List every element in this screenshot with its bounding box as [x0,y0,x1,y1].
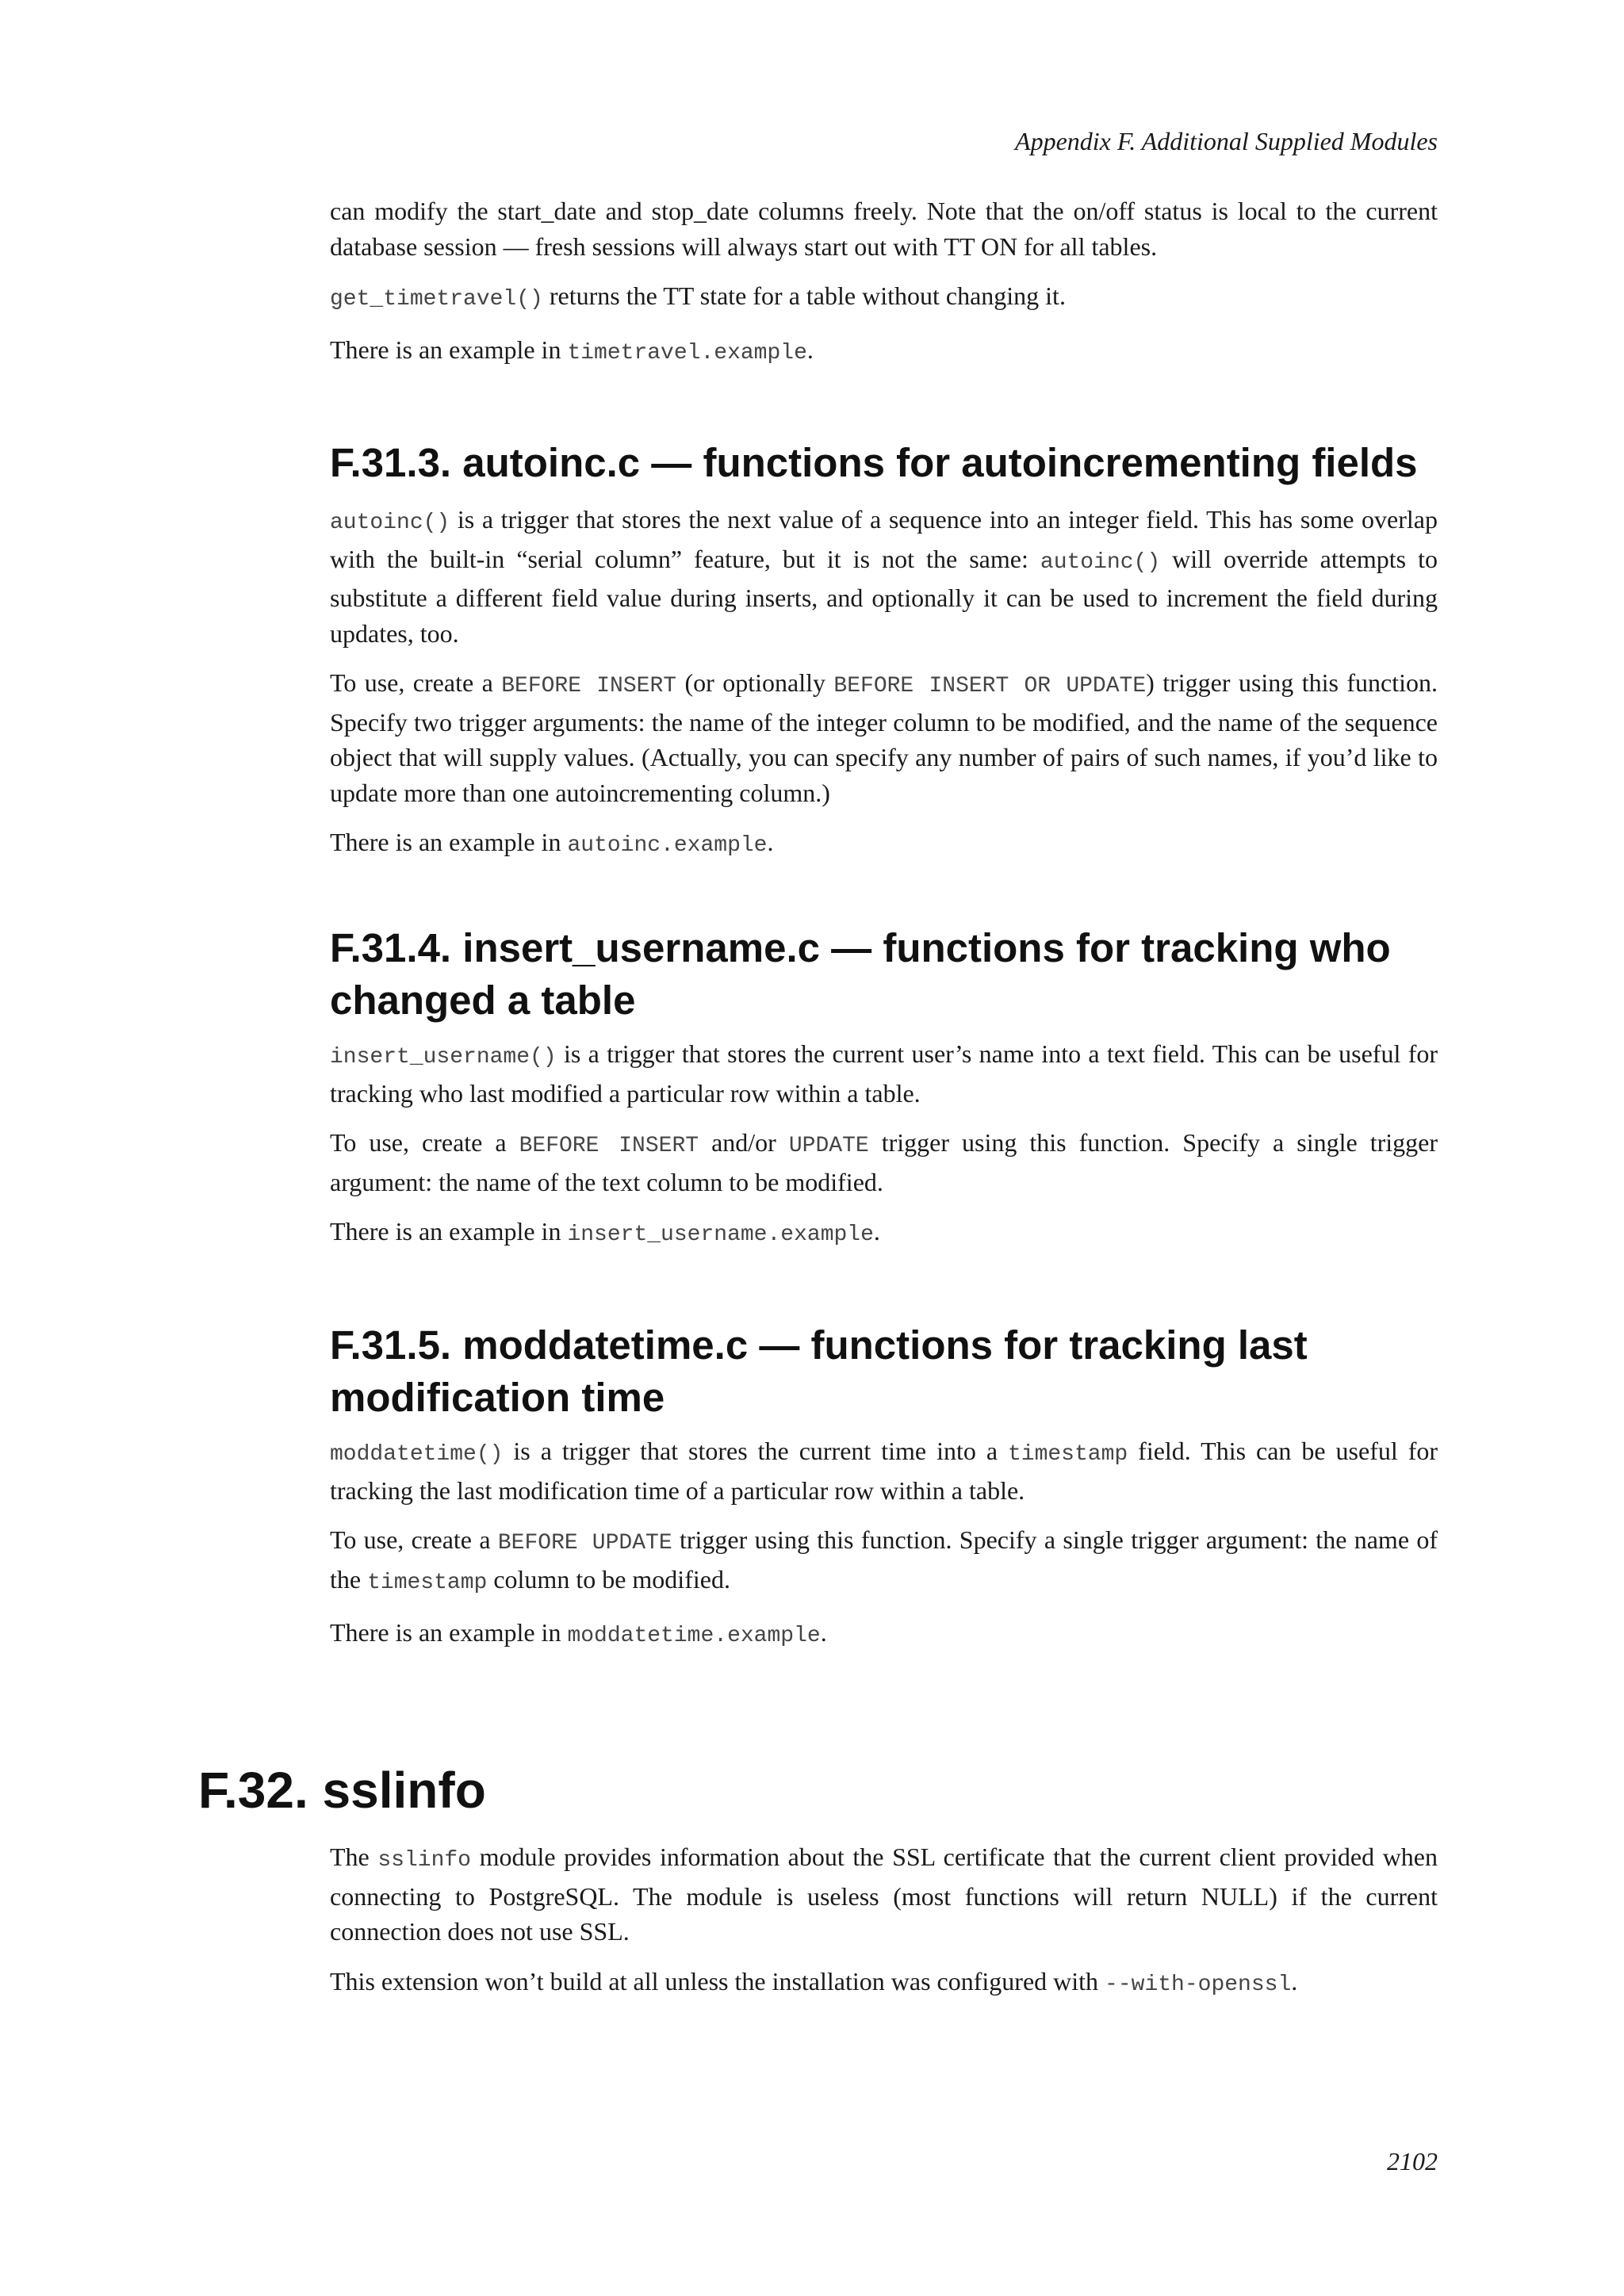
code-inline: sslinfo [377,1848,471,1873]
code-inline: BEFORE UPDATE [497,1531,672,1556]
code-inline: UPDATE [788,1134,869,1158]
paragraph: There is an example in timetravel.example. [330,335,814,365]
code-inline: BEFORE INSERT OR UPDATE [833,674,1147,698]
paragraph: To use, create a BEFORE UPDATE trigger using this function. Specify a single trigger argument: the name of the timestamp column to be modified. [330,1525,1438,1595]
moddatetime-section [330,1319,1438,1655]
section-heading: F.31.3. autoinc.c — functions for autoincrementing fields [330,440,1418,485]
autoinc-section [330,437,1438,864]
running-header: Appendix F. Additional Supplied Modules [1015,127,1438,155]
code-inline: --with-openssl [1105,1972,1292,1997]
code-inline: moddatetime.example [567,1624,821,1648]
code-inline: timetravel.example [567,340,807,365]
section-heading: F.31.4. insert_username.c — functions for tracking who changed a table [330,925,1391,1023]
paragraph: There is an example in insert_username.example. [330,1217,880,1247]
paragraph: There is an example in moddatetime.example. [330,1618,827,1648]
code-inline: timestamp [1007,1442,1128,1467]
code-inline: insert_username() [330,1045,557,1070]
code-inline: BEFORE INSERT [519,1134,699,1158]
code-inline: get_timetravel() [330,287,543,312]
paragraph: insert_username() is a trigger that stores the current user’s name into a text field. This can be useful for tracking who last modified a particular row within a table. [330,1039,1438,1108]
insert-username-section [330,922,1438,1253]
code-inline: BEFORE INSERT [501,674,677,698]
paragraph: The sslinfo module provides information about the SSL certificate that the current client provided when connecting to PostgreSQL. The module is useless (most functions will return NULL) if the current connection does not use SSL. [330,1843,1438,1946]
intro-section [330,193,1438,371]
code-inline: insert_username.example [567,1223,874,1247]
paragraph: There is an example in autoinc.example. [330,828,774,858]
code-inline: timestamp [367,1570,488,1595]
code-inline: autoinc.example [567,833,768,858]
paragraph: moddatetime() is a trigger that stores the current time into a timestamp field. This can be useful for tracking the last modification time of a particular row within a table. [330,1437,1438,1505]
paragraph: autoinc() is a trigger that stores the next value of a sequence into an integer field. This has some overlap with the built-in “serial column” feature, but it is not the same: autoinc() will override attempts to substitute a different field value during inserts, and optionally it can be used to increment the field during updates, too. [330,505,1438,648]
sslinfo-section [330,1839,1438,2003]
section-heading: F.31.5. moddatetime.c — functions for tracking last modification time [330,1322,1308,1420]
paragraph: To use, create a BEFORE INSERT and/or UPDATE trigger using this function. Specify a single trigger argument: the name of the text column to be modified. [330,1128,1438,1196]
paragraph: can modify the start_date and stop_date columns freely. Note that the on/off status is local to the current database session — fresh sessions will always start out with TT ON for all tables. [330,197,1438,261]
chapter-heading: F.32. sslinfo [198,1762,486,1819]
code-inline: moddatetime() [330,1442,504,1467]
code-inline: autoinc() [330,511,450,535]
paragraph: This extension won’t build at all unless the installation was configured with --with-openssl. [330,1966,1298,1997]
paragraph: To use, create a BEFORE INSERT (or optionally BEFORE INSERT OR UPDATE) trigger using this function. Specify two trigger arguments: the name of the integer column to be modified, and the name of the sequence object that will supply values. (Actually, you can specify any number of pairs of such names, if you’d like to update more than one autoincrementing column.) [330,668,1438,807]
paragraph: get_timetravel() returns the TT state for a table without changing it. [330,281,1066,312]
page-number: 2102 [1387,2147,1438,2175]
code-inline: autoinc() [1040,549,1161,575]
